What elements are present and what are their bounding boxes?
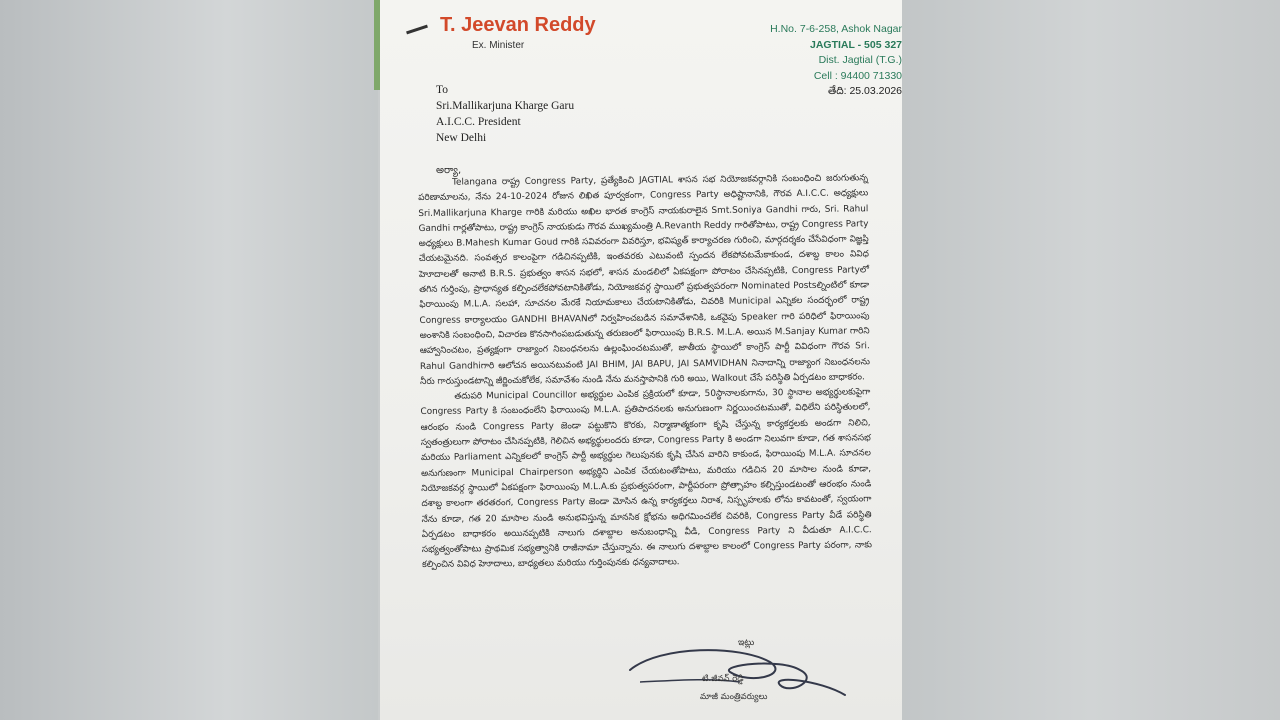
address-district: Dist. Jagtial (T.G.) [818,54,902,66]
closing: ఇట్లు [738,638,755,648]
letter-date: తేది: 25.03.2026 [828,85,902,97]
address-house: H.No. 7-6-258, Ashok Nagar [770,23,902,35]
salutation: అర్యా, [436,165,462,176]
recipient-name: Sri.Mallikarjuna Kharge Garu [436,100,575,112]
recipient-city: New Delhi [436,132,487,144]
recipient-to: To [436,84,448,96]
address-cell: Cell : 94400 71330 [813,69,902,82]
body-paragraph-2: తదుపరి Municipal Councillor అభ్యర్థుల ఎంపిక ప్రక్రియలో కూడా, 50స్థానాలకుగాను, 30 స్థానాల అభ్యర్థులకుపైగా Congress Party కి సంబంధంలేని ఫిరాయింపు M.L.A. ప్రతిపాదనలకు అనుగుణంగా నిర్ణయించటముతో, విధిలేని పరిస్థితులలో, ఆరంభం నుండి Congress Party జెండా పట్టుకొని కొరకు, నిర్మాణాత్మకంగా కృషి చేస్తున్న కార్యకర్తలకు అండగా నిలిచి, స్వతంత్రులుగా పోరాటం చేసినప్పటికి, గెలిచిన అభ్యర్థులందరు కూడా, Congress Party కి అండగా నిలువగా కూడా, గత శాసనసభ మరియు Parliament ఎన్నికలలో కాంగ్రెస్ పార్టీ అభ్యర్థుల గెలుపునకు కృషి చేసిన వారిని కాకుండ, ఫిరాయింపు M.L.A. సూచనల అనుగుణంగా Municipal Chairperson అభ్యర్థిని ఎంపిక చేయటంతోపాటు, మరియు గడిచిన 20 మాసాల నుండి కూడా, నియోజకవర్గ స్థాయిలో ఏకపక్షంగా ఫిరాయింపు M.L.A.కు ప్రభుత్వపరంగా, పార్టీపరంగా ప్రోత్సాహం కల్పిస్తుండటంతో ఆరంభం నుండి దశాబ్ద కాలంగా తరతరంగ, Congress Party జెండా మోసిన ఉన్న కార్యకర్తలు నిరాశ, నిస్పృహలకు లోను కావటంతో, స్వయంగా నేను కూడా, గత 20 మాసాల నుండి అనుభవిస్తున్న మానసిక క్షోభను అధిగమించలేక చివరికి, Congress Party వీడే పరిస్థితి ఏర్పడటం బాధాకరం అయినప్పటికి నాలుగు దశాబ్దాల అనుబంధాన్ని వీడి, Congress Party ని వీడుతూ A.I.C.C. సభ్యత్వంతోపాటు ప్రాథమిక సభ్యత్వానికి రాజీనామా చేస్తున్నాను. ఈ నాలుగు దశాబ్దాల కాలంలో Congress Party పరంగా, నాకు కల్పించిన వివిధ హెూదాలు, బాధ్యతలు మరియు గుర్తింపునకు ధన్యవాదాలు. [420,387,872,571]
address-city: JAGTIAL - 505 327 [809,38,902,51]
letterhead-name: T. Jeevan Reddy [440,14,596,36]
body-paragraph-1: Telangana రాష్ట్ర Congress Party, ప్రత్యేకించి JAGTIAL శాసన సభ నియోజకవర్గానికి సంబంధించి జరుగుతున్న పరిణామాలను, నేను 24-10-2024 రోజున లిఖిత పూర్వకంగా, Congress Party అధిష్టానానికి, గౌరవ A.I.C.C. అధ్యక్షులు Sri.Mallikarjuna Kharge గారికి మరియు అఖిల భారత కాంగ్రెస్ నాయకురాలైన Smt.Soniya Gandhi గారు, Sri. Rahul Gandhi గార్లతోపాటు, రాష్ట్ర కాంగ్రెస్ నాయకుడు గౌరవ ముఖ్యమంత్రి A.Revanth Reddy గారితోపాటు, రాష్ట్ర Congress Party అధ్యక్షులు B.Mahesh Kumar Goud గారికి సవివరంగా వివరిస్తూ, భవిష్యత్ కార్యాచరణ గురించి, మార్గదర్శకం చేసేవిధంగా విజ్ఞప్తి చేయటమైనది. సంవత్సర కాలంపైగా గడిచినప్పటికి, ఇంతవరకు ఎటువంటి స్పందన లేకపోవటమేకాకుండ, దశాబ్ద కాలం వివిధ హెూదాలతో అనాటి B.R.S. ప్రభుత్వం శాసన సభలో, శాసన మండలిలో ఏకపక్షంగా పోరాటం చేసినప్పటికి, Congress Partyలో తగిన గుర్తింపు, ప్రాధాన్యత కల్పించలేకపోవటానికితోడు, నియోజకవర్గ స్థాయిలో ప్రభుత్వపరంగా Nominated Postsల్నింటిలో కూడా ఫిరాయింపు M.L.A. సలహా, సూచనల మేరకే నియామకాలు చేయటానికితోడు, చివరికి Municipal ఎన్నికల సందర్భంలో రాష్ట్ర Congress కార్యాలయం GANDHI BHAVANలో నిర్వహించబడిన సమావేశానికి, ఒకవైపు Speaker గారి పరిధిలో ఫిరాయింపు అంశానికి సంబంధించి, విచారణ కొనసాగింపబడుతున్న తరుణంలో ఫిరాయింపు B.R.S. M.L.A. అయిన M.Sanjay Kumar గారిని ఆహ్వానించటం, ప్రత్యక్షంగా రాజ్యాంగ నిబంధనలను ఉల్లంఘించటముతో, జాతీయ స్థాయిలో కాంగ్రెస్ పార్టీ వివిధంగా గౌరవ Sri. Rahul Gandhiగారి ఆలోచన అయినటువంటి JAI BHIM, JAI BAPU, JAI SAMVIDHAN నినాదాన్ని రాజ్యాంగ నిబంధనలను నీరు గారుస్తుండటాన్ని జీర్ణించుకోలేక, సమావేశం నుండి నేను మనస్తాపానికి గురి అయి, Walkout చేసే పరిస్థితి ఏర్పడటం బాధాకరం. [418,173,871,387]
letterhead-address [770,22,902,100]
recipient-title: A.I.C.C. President [436,116,521,128]
letter-page [380,0,902,720]
signatory-name: టి.జీవన్ రెడ్డి [702,674,744,684]
background-right [902,0,1280,720]
signatory-title: మాజీ మంత్రివర్యులు [700,692,768,702]
letter-body [418,171,872,573]
pen-mark [406,25,428,35]
background-left [0,0,378,720]
letterhead-subtitle: Ex. Minister [472,40,525,51]
recipient-block [436,82,574,146]
